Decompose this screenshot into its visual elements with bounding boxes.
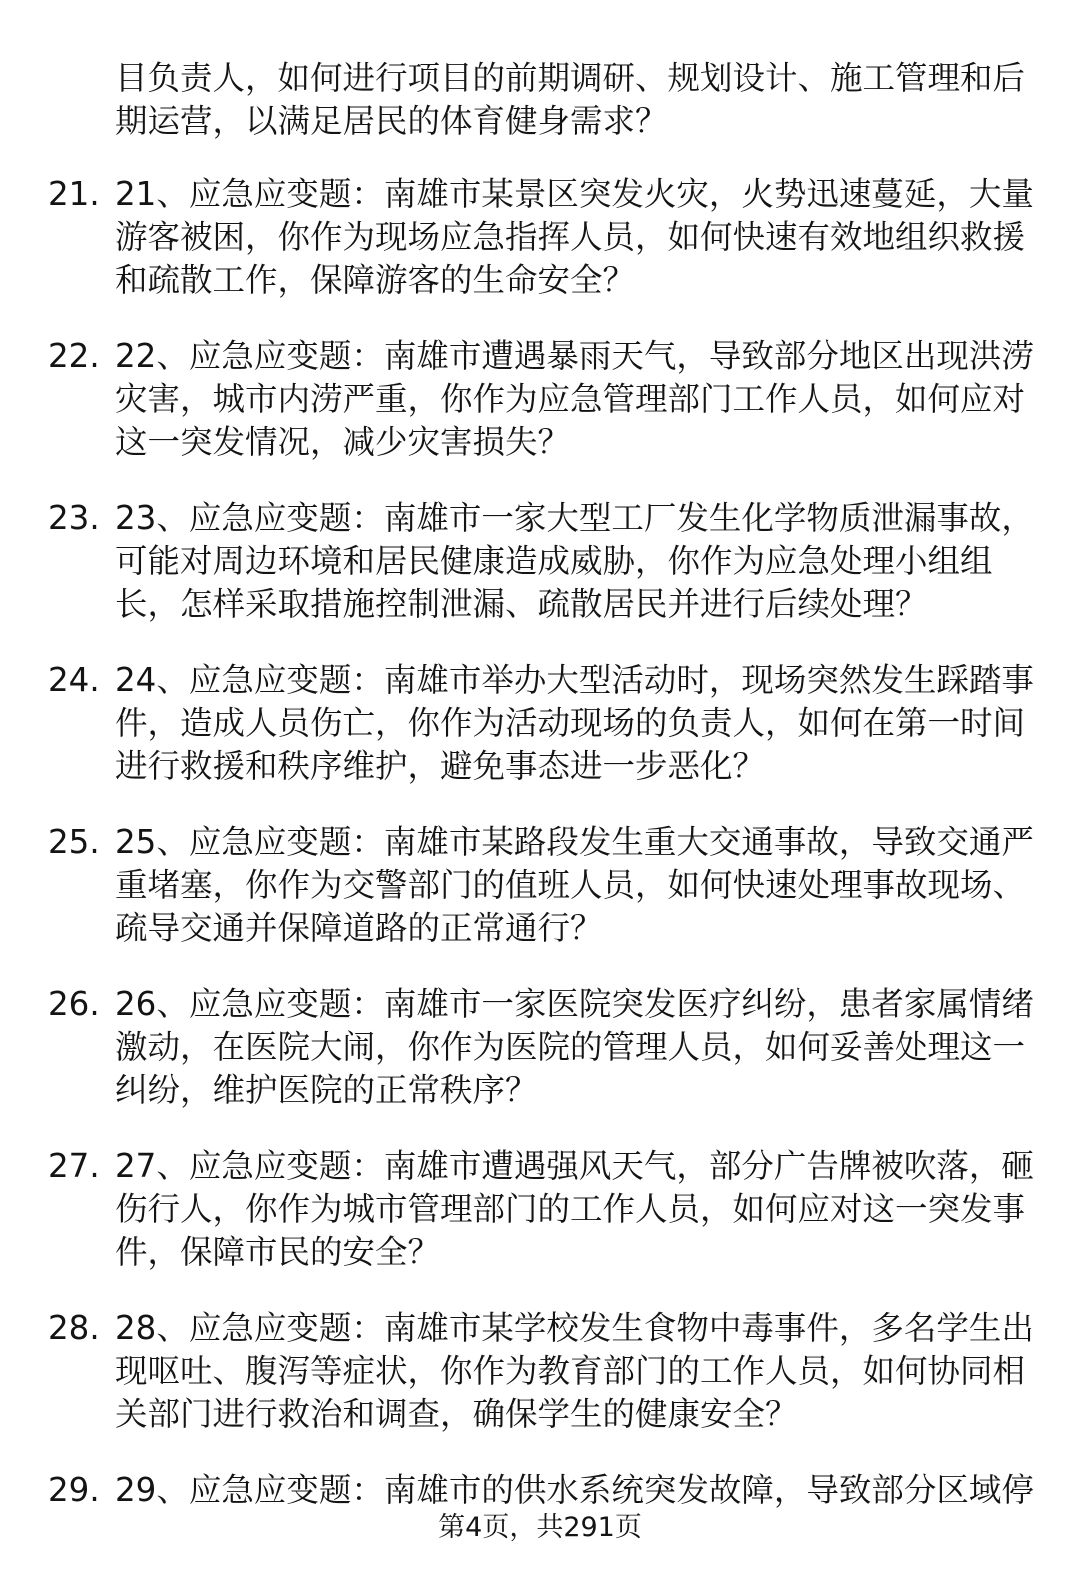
item-number: 29. [48,1471,100,1509]
question-text [115,659,1080,788]
text-line: 游客被困，你作为现场应急指挥人员，如何快速有效地组织救援 [115,218,1026,256]
question-text [115,1307,1080,1436]
item-number: 25. [48,823,100,861]
text-line: 期运营，以满足居民的体育健身需求？ [115,102,668,140]
text-line: 现呕吐、腹泻等症状，你作为教育部门的工作人员，如何协同相 [115,1352,1026,1390]
question-item [0,173,1080,302]
text-line: 这一突发情况，减少灾害损失？ [115,423,571,461]
question-text [115,335,1080,464]
text-line: 24、应急应变题：南雄市举办大型活动时，现场突然发生踩踏事 [115,661,1034,699]
text-line: 伤行人，你作为城市管理部门的工作人员，如何应对这一突发事 [115,1190,1026,1228]
question-text [115,821,1080,950]
text-line: 29、应急应变题：南雄市的供水系统突发故障，导致部分区域停 [115,1471,1034,1509]
text-line: 疏导交通并保障道路的正常通行？ [115,909,603,947]
question-text [115,497,1080,626]
question-item [0,497,1080,626]
item-number: 27. [48,1147,100,1185]
question-list [0,173,1080,1545]
item-number: 23. [48,499,100,537]
text-line: 23、应急应变题：南雄市一家大型工厂发生化学物质泄漏事故， [115,499,1034,537]
text-line: 27、应急应变题：南雄市遭遇强风天气，部分广告牌被吹落，砸 [115,1147,1034,1185]
item-number: 22. [48,337,100,375]
text-line: 长，怎样采取措施控制泄漏、疏散居民并进行后续处理？ [115,585,928,623]
text-line: 重堵塞，你作为交警部门的值班人员，如何快速处理事故现场、 [115,866,1026,904]
question-item [0,983,1080,1112]
question-item [0,1307,1080,1436]
page-number-footer: 第4页，共291页 [438,1512,642,1543]
question-text [115,173,1080,302]
text-line: 可能对周边环境和居民健康造成威胁，你作为应急处理小组组 [115,542,993,580]
text-line: 目负责人，如何进行项目的前期调研、规划设计、施工管理和后 [115,59,1026,97]
item-number: 21. [48,175,100,213]
item-number: 28. [48,1309,100,1347]
question-item [0,335,1080,464]
text-line: 25、应急应变题：南雄市某路段发生重大交通事故，导致交通严 [115,823,1034,861]
continued-question-text [115,57,1025,143]
text-line: 件，造成人员伤亡，你作为活动现场的负责人，如何在第一时间 [115,704,1026,742]
text-line: 纠纷，维护医院的正常秩序？ [115,1071,538,1109]
item-number: 26. [48,985,100,1023]
question-item [0,1145,1080,1274]
question-item [0,1469,1080,1512]
question-text [115,1469,1080,1512]
question-text [115,1145,1080,1274]
text-line: 进行救援和秩序维护，避免事态进一步恶化？ [115,747,766,785]
question-item [0,659,1080,788]
text-line: 28、应急应变题：南雄市某学校发生食物中毒事件，多名学生出 [115,1309,1034,1347]
text-line: 件，保障市民的安全？ [115,1233,441,1271]
text-line: 26、应急应变题：南雄市一家医院突发医疗纠纷，患者家属情绪 [115,985,1034,1023]
text-line: 关部门进行救治和调查，确保学生的健康安全？ [115,1395,798,1433]
text-line: 和疏散工作，保障游客的生命安全？ [115,261,636,299]
item-number: 24. [48,661,100,699]
text-line: 22、应急应变题：南雄市遭遇暴雨天气，导致部分地区出现洪涝 [115,337,1034,375]
text-line: 灾害，城市内涝严重，你作为应急管理部门工作人员，如何应对 [115,380,1026,418]
question-text [115,983,1080,1112]
question-item [0,821,1080,950]
text-line: 21、应急应变题：南雄市某景区突发火灾，火势迅速蔓延，大量 [115,175,1034,213]
text-line: 激动，在医院大闹，你作为医院的管理人员，如何妥善处理这一 [115,1028,1026,1066]
